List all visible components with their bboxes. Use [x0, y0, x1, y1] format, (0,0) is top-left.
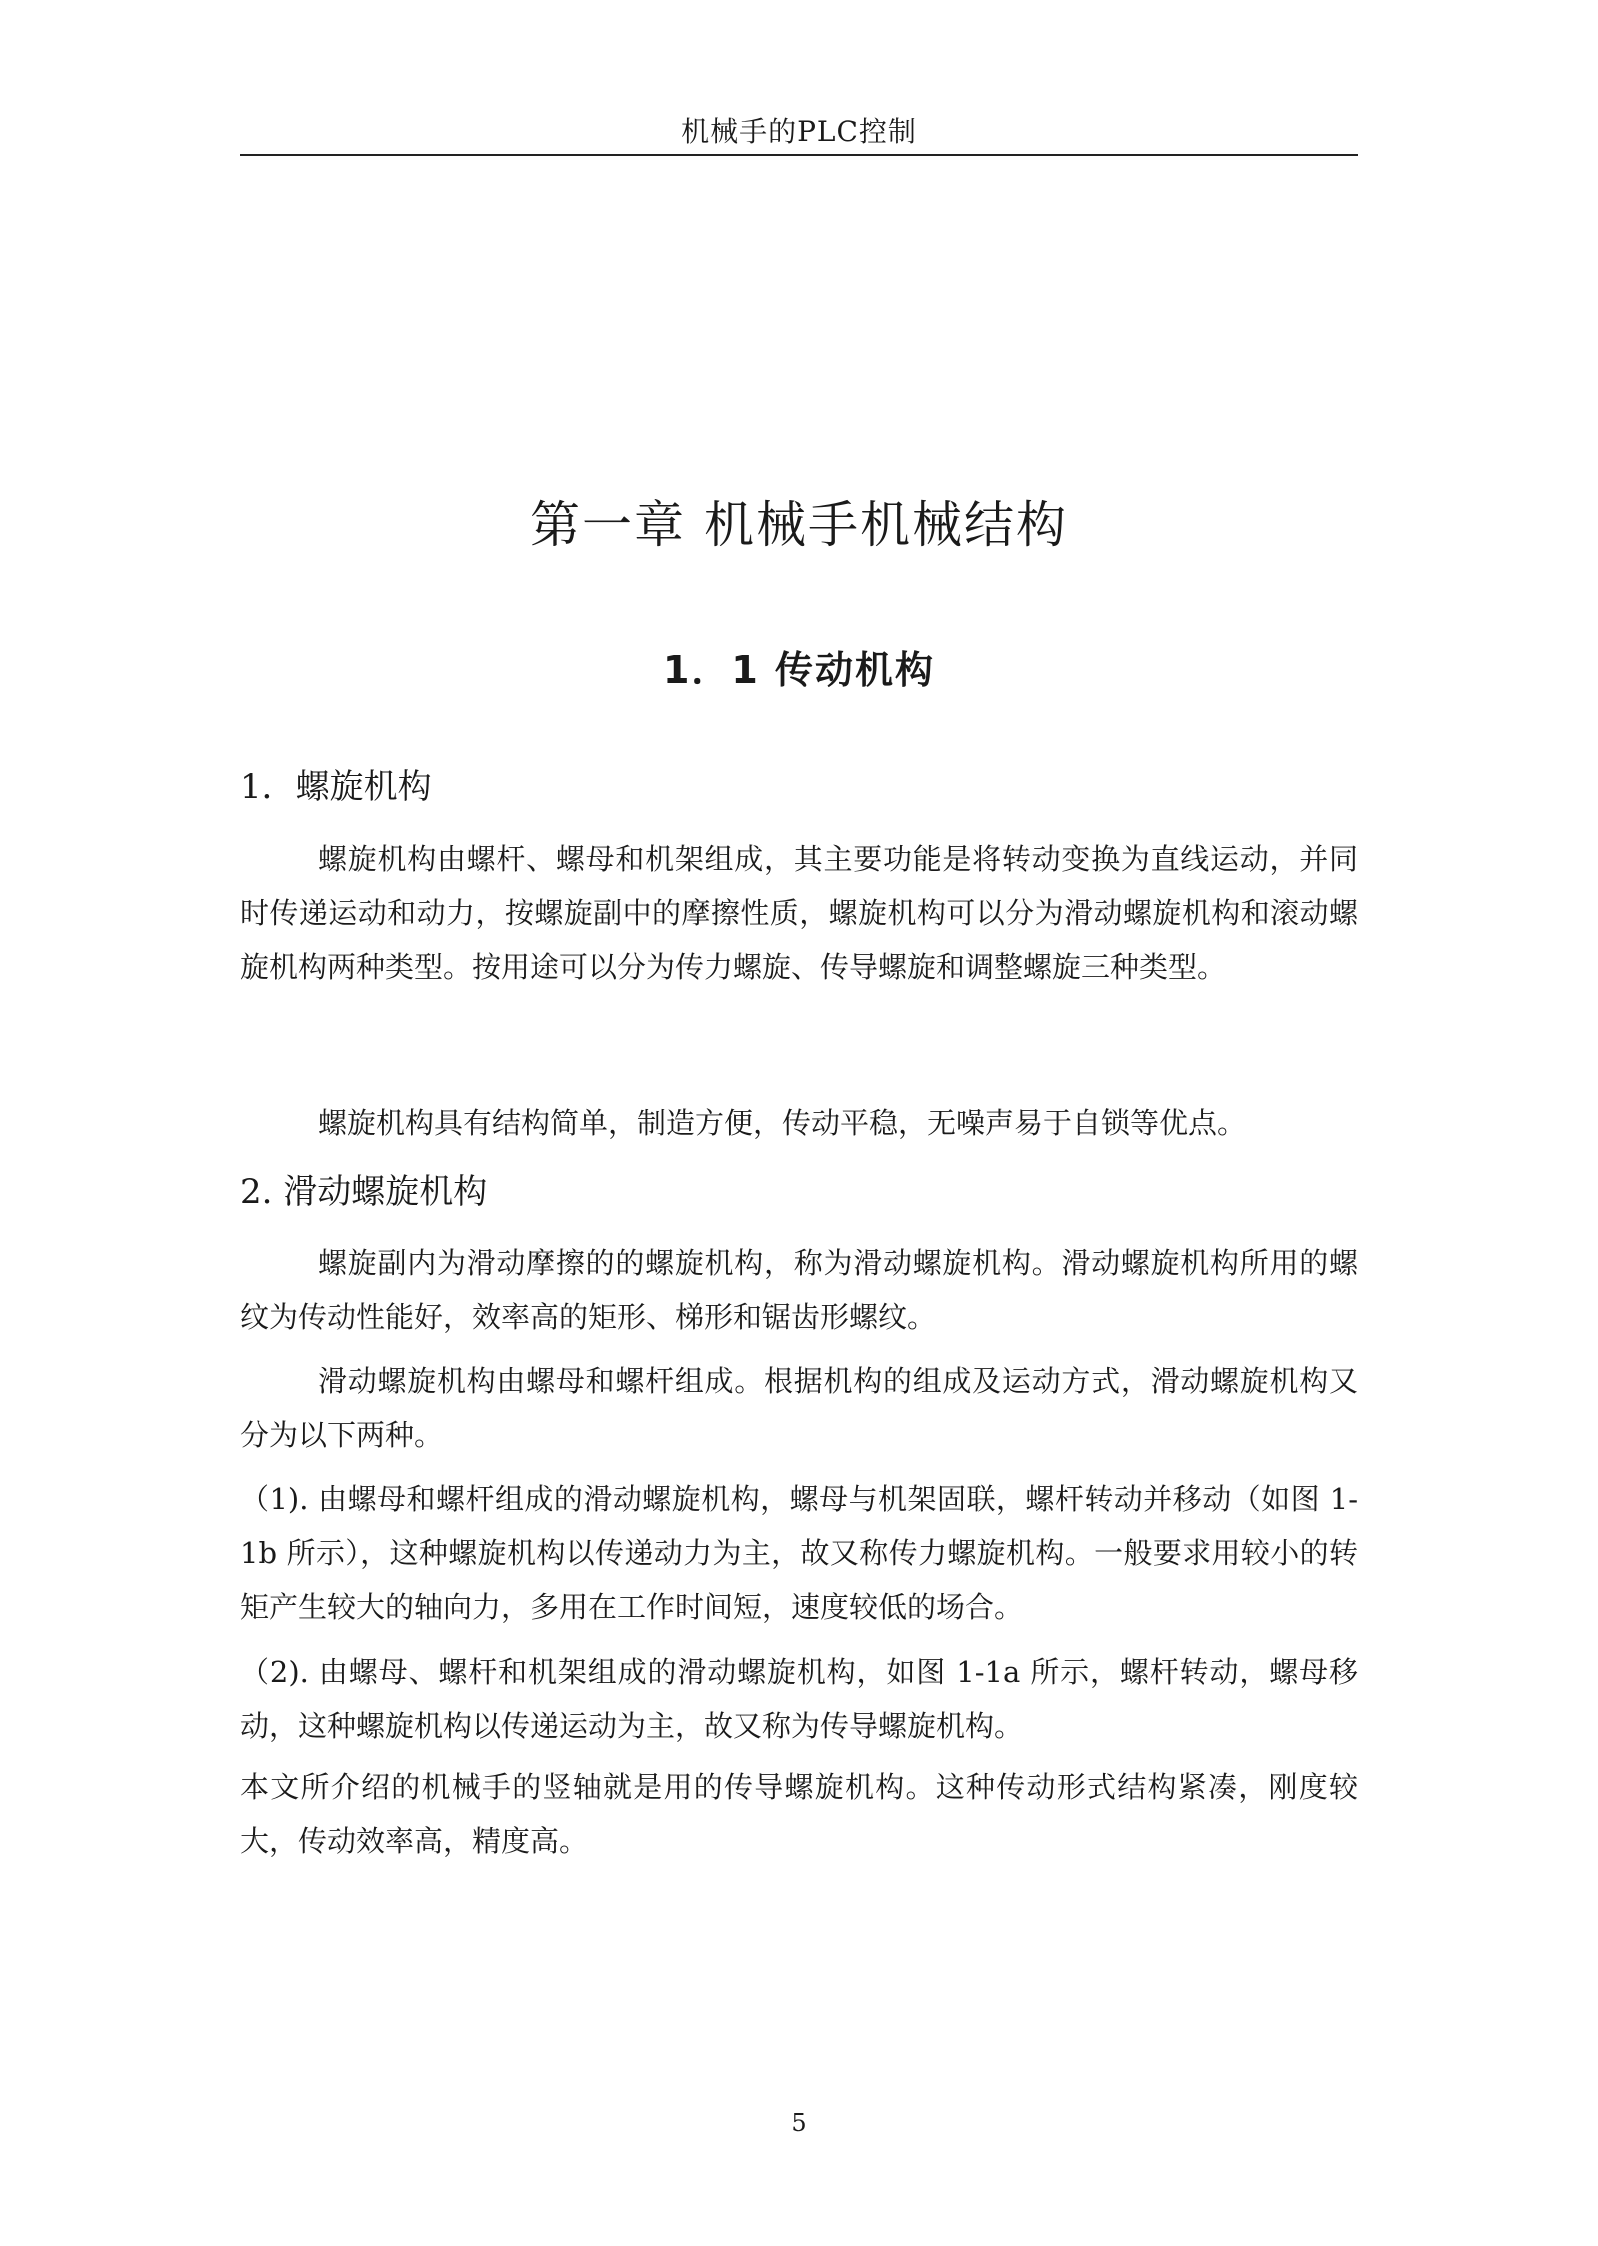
- paragraph: （2). 由螺母、螺杆和机架组成的滑动螺旋机构，如图 1-1a 所示，螺杆转动，螺母移动，这种螺旋机构以传递运动为主，故又称为传导螺旋机构。: [240, 1655, 1358, 1743]
- paragraph: 本文所介绍的机械手的竖轴就是用的传导螺旋机构。这种传动形式结构紧凑，刚度较大，传动效率高，精度高。: [240, 1770, 1358, 1858]
- header-rule: [240, 154, 1358, 156]
- running-header: 机械手的PLC控制: [681, 115, 917, 148]
- paragraph: 螺旋机构由螺杆、螺母和机架组成，其主要功能是将转动变换为直线运动，并同时传递运动和动力，按螺旋副中的摩擦性质，螺旋机构可以分为滑动螺旋机构和滚动螺旋机构两种类型。按用途可以分为传力螺旋、传导螺旋和调整螺旋三种类型。: [240, 842, 1358, 984]
- page-number: 5: [791, 2109, 807, 2137]
- paragraph: 滑动螺旋机构由螺母和螺杆组成。根据机构的组成及运动方式，滑动螺旋机构又分为以下两种。: [240, 1364, 1358, 1452]
- paragraph: （1). 由螺母和螺杆组成的滑动螺旋机构，螺母与机架固联，螺杆转动并移动（如图 1-1b 所示），这种螺旋机构以传递动力为主，故又称传力螺旋机构。一般要求用较小的转矩产生较大的轴向力，多用在工作时间短，速度较低的场合。: [240, 1482, 1358, 1624]
- subsection-heading-1: 1．螺旋机构: [240, 767, 432, 807]
- chapter-title: 第一章 机械手机械结构: [530, 496, 1068, 554]
- paragraph: 螺旋副内为滑动摩擦的的螺旋机构，称为滑动螺旋机构。滑动螺旋机构所用的螺纹为传动性能好，效率高的矩形、梯形和锯齿形螺纹。: [240, 1246, 1358, 1334]
- subsection-heading-2: 2. 滑动螺旋机构: [240, 1172, 488, 1212]
- section-title: 1．1 传动机构: [662, 648, 936, 692]
- paragraph: 螺旋机构具有结构简单，制造方便，传动平稳，无噪声易于自锁等优点。: [318, 1106, 1247, 1140]
